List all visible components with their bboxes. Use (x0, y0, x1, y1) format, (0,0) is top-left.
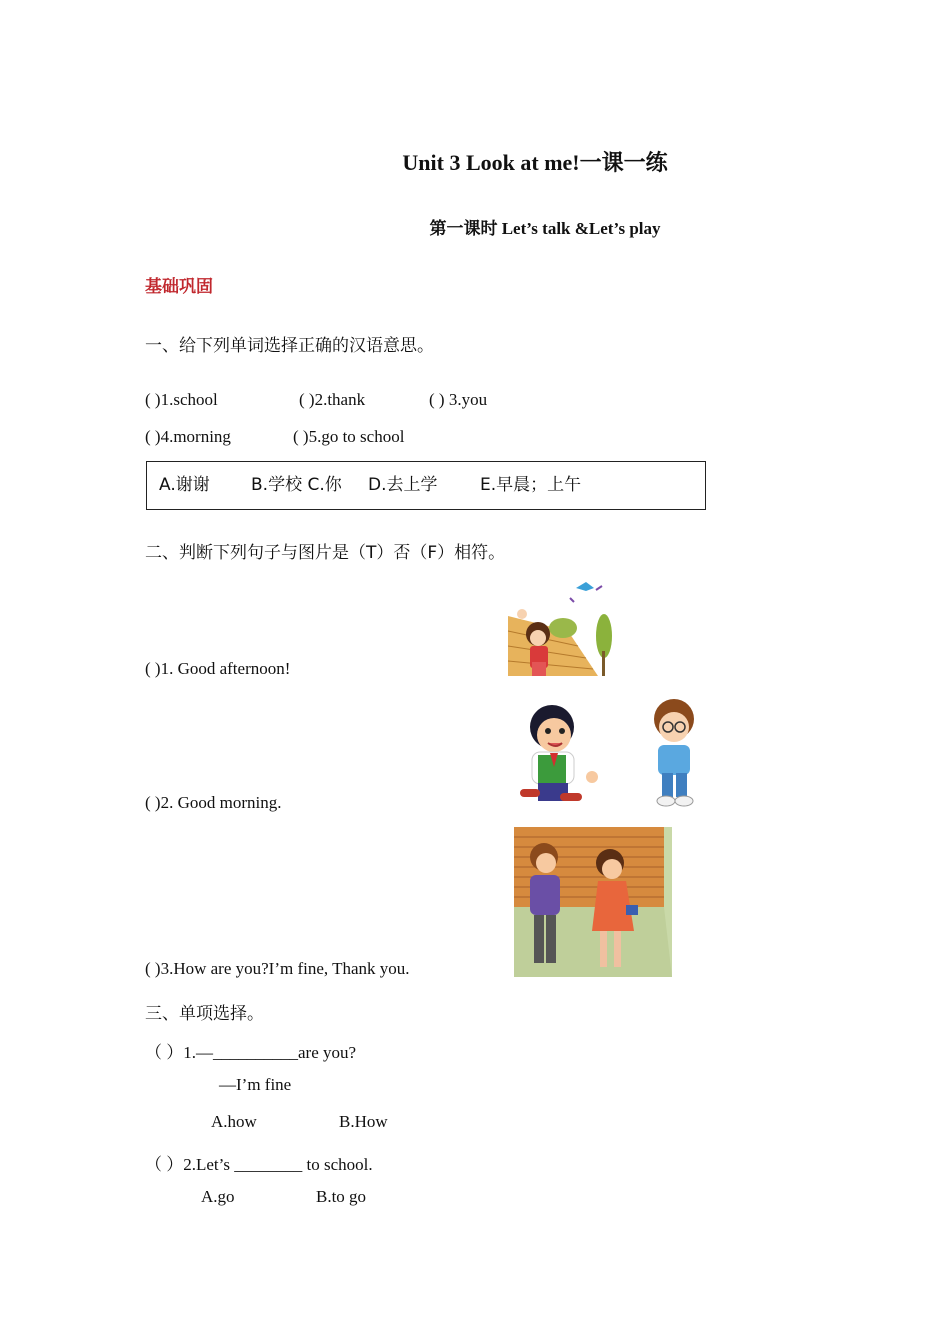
option-e: E.早晨；上午 (480, 475, 582, 495)
part1-heading: 一、给下列单词选择正确的汉语意思。 (145, 336, 434, 356)
part2-item-1: ( )1. Good afternoon! (145, 659, 291, 678)
part3-question-2: （ ）2.Let’s ________ to school. (145, 1155, 373, 1174)
part3-q1-option-b: B.How (339, 1112, 388, 1131)
part3-q1-option-a: A.how (211, 1112, 257, 1131)
options-box (146, 461, 706, 510)
part1-item-1: ( )1.school (145, 390, 218, 409)
option-b-c: B.学校 C.你 (251, 475, 342, 495)
children-walking-picture (514, 827, 672, 977)
part1-item-2: ( )2.thank (299, 390, 366, 409)
part3-question-1-reply: —I’m fine (219, 1075, 292, 1094)
two-boys-picture (512, 697, 702, 810)
part2-item-3: ( )3.How are you?I’m fine, Thank you. (145, 959, 410, 978)
lesson-subtitle: 第一课时 Let’s talk &Let’s play (429, 219, 661, 238)
part3-q2-option-a: A.go (201, 1187, 235, 1206)
part1-item-4: ( )4.morning (145, 427, 231, 446)
part3-heading: 三、单项选择。 (145, 1004, 264, 1024)
part2-item-2: ( )2. Good morning. (145, 793, 282, 812)
part3-question-1: （ ）1.—__________are you? (145, 1043, 357, 1062)
section-basic: 基础巩固 (145, 277, 213, 297)
part1-item-5: ( )5.go to school (293, 427, 405, 446)
part2-heading: 二、判断下列句子与图片是（T）否（F）相符。 (145, 543, 506, 563)
part3-q2-option-b: B.to go (316, 1187, 367, 1206)
option-a: A.谢谢 (159, 475, 210, 495)
option-d: D.去上学 (368, 475, 438, 495)
girl-waving-picture (508, 576, 614, 676)
part1-item-3: ( ) 3.you (429, 390, 488, 409)
page-title: Unit 3 Look at me!一课一练 (402, 150, 668, 175)
